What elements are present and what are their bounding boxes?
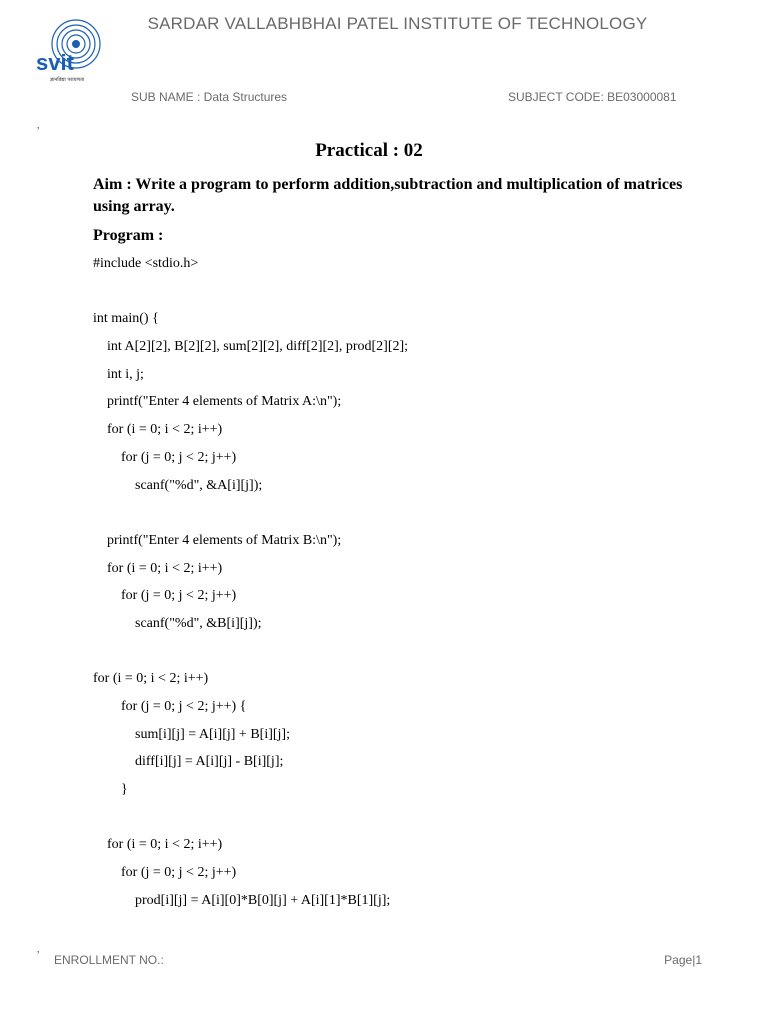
code-line [93,641,408,669]
code-line: #include <stdio.h> [93,256,199,271]
code-line: for (j = 0; j < 2; j++) [93,449,237,465]
page-number: Page|1 [664,953,702,967]
code-line: printf("Enter 4 elements of Matrix B:\n"); [93,532,342,548]
stray-mark: , [37,944,40,955]
svit-logo-icon [34,14,112,84]
code-line: int i, j; [93,366,144,382]
code-line: for (i = 0; i < 2; i++) [93,671,209,687]
subject-code: SUBJECT CODE: BE03000081 [508,90,677,104]
code-line: scanf("%d", &A[i][j]); [93,477,263,493]
code-line: printf("Enter 4 elements of Matrix A:\n"); [93,394,342,410]
code-block [93,253,408,918]
code-line: } [93,782,128,798]
enrollment-label: ENROLLMENT NO.: [54,953,164,967]
aim-text: Aim : Write a program to perform addition,subtraction and multiplication of matrices using array. [93,176,683,215]
code-line: sum[i][j] = A[i][j] + B[i][j]; [93,726,290,742]
logo-text: svit [36,50,74,75]
code-line [93,502,408,530]
institute-name: SARDAR VALLABHBHAI PATEL INSTITUTE OF TECHNOLOGY [147,14,648,33]
code-line: diff[i][j] = A[i][j] - B[i][j]; [93,754,284,770]
program-label: Program : [93,227,164,244]
code-line: prod[i][j] = A[i][0]*B[0][j] + A[i][1]*B[1][j]; [93,892,391,908]
code-line: for (j = 0; j < 2; j++) [93,865,237,881]
code-line: for (i = 0; i < 2; i++) [93,837,223,853]
code-line [93,281,408,309]
stray-mark: , [37,120,40,131]
subject-name: SUB NAME : Data Structures [131,90,288,104]
code-line: for (i = 0; i < 2; i++) [93,422,223,438]
code-line: scanf("%d", &B[i][j]); [93,615,262,631]
code-line: for (j = 0; j < 2; j++) { [93,699,247,714]
logo-tagline: ज्ञानविद्या परायणता [50,77,85,83]
code-line: for (j = 0; j < 2; j++) [93,588,237,604]
code-line: int A[2][2], B[2][2], sum[2][2], diff[2][2], prod[2][2]; [93,339,409,355]
page-title: Practical : 02 [315,140,423,161]
code-line: int main() { [93,311,159,327]
code-line: for (i = 0; i < 2; i++) [93,560,223,576]
code-line [93,807,408,835]
